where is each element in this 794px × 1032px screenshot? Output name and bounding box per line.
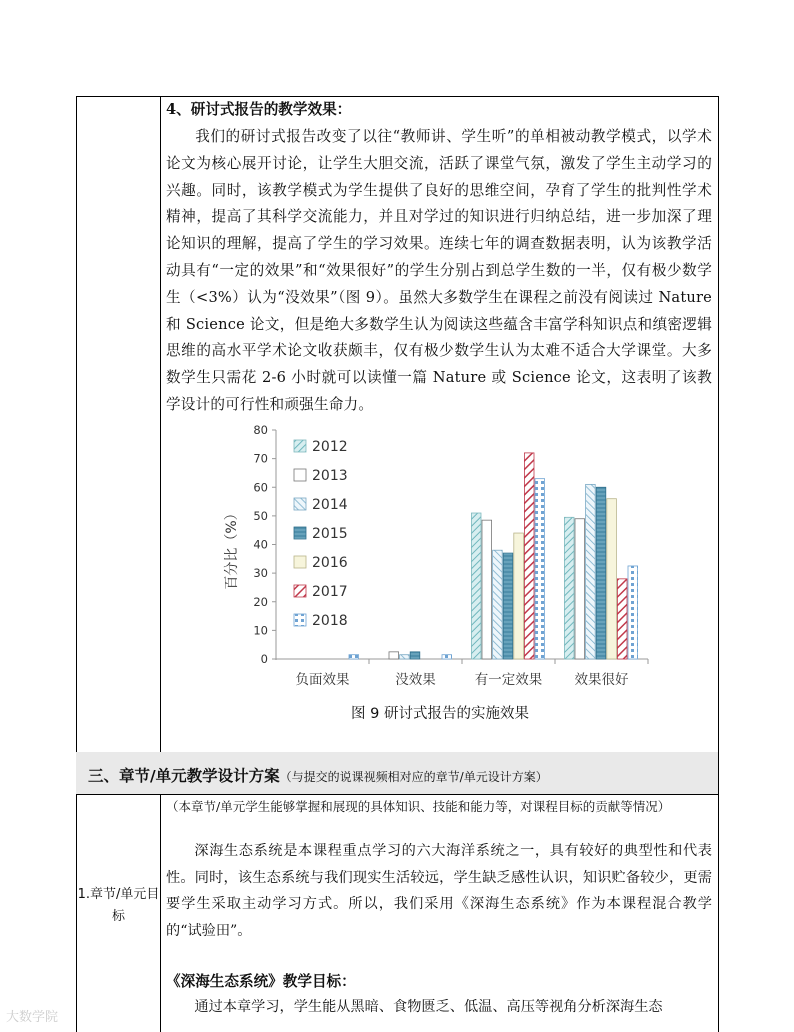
bar-2016-3 [607,499,617,659]
bar-2015-1 [410,652,420,659]
unit-goal-label: 1.章节/单元目标 [77,887,160,924]
legend-swatch-2015 [294,527,306,539]
x-tick-label: 有一定效果 [474,672,543,688]
bar-2018-0 [349,655,359,659]
legend-label-2014: 2014 [312,497,348,513]
bar-2013-3 [575,519,585,659]
unit-goal-note: （本章节/单元学生能够掌握和展现的具体知识、技能和能力等，对课程目标的贡献等情况） [166,799,671,814]
bar-2015-2 [503,553,513,659]
unit-goal-paragraph: 深海生态系统是本课程重点学习的六大海洋系统之一，具有较好的典型性和代表性。同时，该生态系统与我们现实生活较远，学生缺乏感性认识，知识贮备较少，更需要学生采取主动学习方式。所以，我们采用《深海生态系统》作为本课程混合教学的“试验田”。 [166,843,712,939]
section3-note: （与提交的说课视频相对应的章节/单元设计方案） [279,770,548,784]
legend-label-2017: 2017 [312,584,348,600]
legend-swatch-2016 [294,556,306,568]
x-tick-label: 没效果 [395,672,436,688]
legend-label-2016: 2016 [312,555,348,571]
bar-2012-2 [471,513,481,659]
bar-2016-2 [514,533,524,659]
y-axis-label: 百分比（%） [224,506,240,590]
goal-text: 通过本章学习，学生能从黑暗、食物匮乏、低温、高压等视角分析深海生态 [194,999,663,1015]
bar-2018-3 [628,566,638,659]
section3-title: 三、章节/单元教学设计方案 [88,767,280,785]
y-tick-label: 0 [260,652,268,666]
bar-2013-2 [482,520,492,659]
bar-2013-1 [389,652,399,659]
y-tick-label: 60 [253,480,268,495]
goal-heading: 《深海生态系统》教学目标： [166,973,356,990]
bar-2014-3 [586,484,596,659]
bar-2018-1 [442,655,452,659]
legend-label-2012: 2012 [312,439,348,455]
x-tick-label: 效果很好 [574,672,629,688]
y-tick-label: 30 [253,566,268,581]
legend-label-2015: 2015 [312,526,348,542]
y-tick-label: 70 [253,451,268,466]
unit-goal-body [166,838,712,944]
bar-2017-2 [524,453,534,659]
bar-2012-3 [564,517,574,659]
legend-swatch-2017 [294,585,306,597]
bar-2015-3 [596,487,606,659]
section4-heading: 4、研讨式报告的教学效果： [166,101,352,118]
section4-paragraph: 我们的研讨式报告改变了以往“教师讲、学生听”的单相被动教学模式，以学术论文为核心展开讨论，让学生大胆交流，活跃了课堂气氛，激发了学生主动学习的兴趣。同时，该教学模式为学生提供了良好的思维空间，孕育了学生的批判性学术精神，提高了其科学交流能力，并且对学过的知识进行归纳总结，进一步加深了理论知识的理解，提高了学生的学习效果。连续七年的调查数据表明，认为该教学活动具有“一定的效果”和“效果很好”的学生分别占到总学生数的一半，仅有极少数学生（<3%）认为“没效果”（图 9）。虽然大多数学生在课程之前没有阅读过 Nature 和 Science 论文，但是绝大多数学生认为阅读这些蕴含丰富学科知识点和缜密逻辑思维的高水平学术论文收获颇丰，仅有极少数学生认为太难不适合大学课堂。大多数学生只需花 2-6 小时就可以读懂一篇 Nature 或 Science 论文，这表明了该教学设计的可行性和顽强生命力。 [166,128,712,413]
y-tick-label: 80 [253,423,268,437]
legend-label-2018: 2018 [312,613,348,629]
legend-label-2013: 2013 [312,468,348,484]
legend-swatch-2013 [294,469,306,481]
section3-header [88,764,548,786]
legend-swatch-2018 [294,614,306,626]
bar-2017-3 [617,579,627,659]
watermark: 大数学院 [6,1010,59,1025]
y-tick-label: 10 [253,623,268,638]
bar-2018-2 [535,479,545,659]
legend-swatch-2012 [294,440,306,452]
bar-2014-1 [400,655,410,659]
x-tick-label: 负面效果 [295,672,350,688]
chart-title: 图 9 研讨式报告的实施效果 [351,706,529,722]
legend-swatch-2014 [294,498,306,510]
y-tick-label: 20 [253,594,268,609]
y-tick-label: 40 [253,537,268,552]
y-tick-label: 50 [253,508,268,523]
bar-2014-2 [493,550,503,659]
